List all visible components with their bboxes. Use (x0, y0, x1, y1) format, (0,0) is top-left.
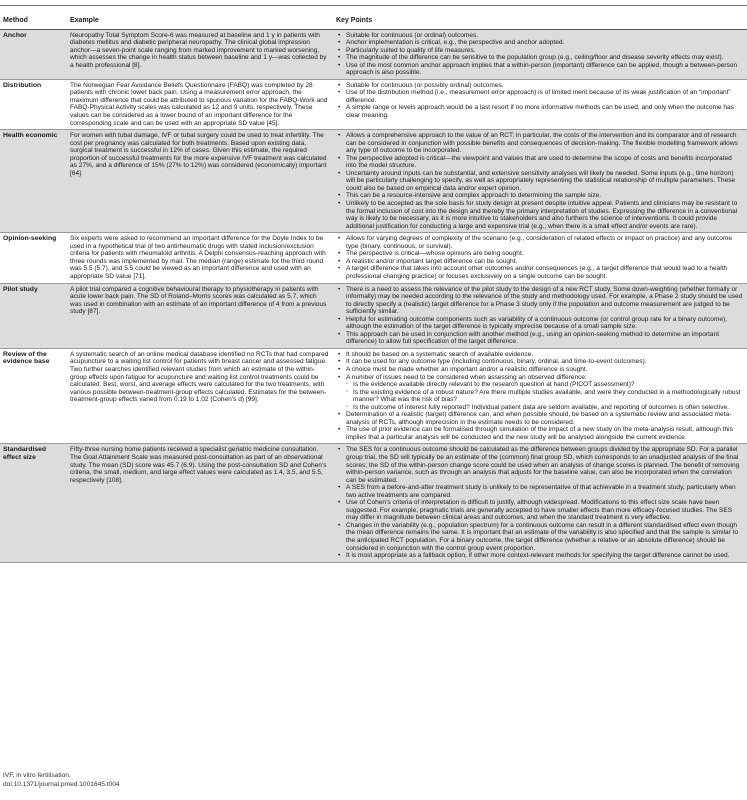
key-point: • The SES for a continuous outcome should be calculated as the difference between groups divided by the appropriate SD. For a parallel group trial, the SD will typically be an estimate of the (common) final group SD, which corresponds to an unadjusted analysis of the final scores; the SD of the within-person change score could be used when an analysis of change scores is planned. The benefit of removing within-person variance, such as through an analysis that adjusts for the baseline value, can also be incorporated when the correlation can be estimated. (336, 446, 744, 484)
method-cell: Anchor (0, 29, 67, 79)
key-points-list (336, 132, 744, 230)
key-point: • It can be used for any outcome type (including continuous, binary, ordinal, and time-to-event outcomes). (336, 358, 744, 366)
example-cell: A pilot trial compared a cognitive behavioural therapy to physiotherapy in patients with acute lower back pain. The SD of Roland–Morris scores was calculated as 5.7, which was used in combination with an estimate of an important difference of 4 from a previous study [87]. (67, 283, 333, 348)
table-header-row (0, 14, 747, 29)
key-point: • Helpful for estimating outcome components such as variability of a continuous outcome (or control group rate for a binary outcome), although the estimation of the target difference is typically imprecise because of a small sample size. (336, 316, 744, 331)
key-point: • A SES from a before-and-after treatment study is unlikely to be representative of that achievable in a treatment study, particularly when two active treatments are compared. (336, 484, 744, 499)
key-point: • There is a need to assess the relevance of the pilot study to the design of a new RCT study. Some down-weighting (whether formally or informally) may be needed according to the relevance of the study and methodology used. For example, a Phase 2 study should be used to directly specify a (realistic) target difference for a Phase 3 study only if the population and outcome measurement are judged to be sufficiently similar. (336, 286, 744, 316)
key-point: • Determination of a realistic (target) difference can, and when possible should, be based on a systematic review and associated meta-analysis of RCTs, although imprecision in the estimate needs to be considered. (336, 411, 744, 426)
key-points-list (336, 286, 744, 346)
key-point: • Anchor implementation is critical, e.g., the perspective and anchor adopted. (336, 39, 744, 47)
header-key-points: Key Points (333, 14, 747, 29)
key-points-cell (333, 444, 747, 562)
key-point: • Suitable for continuous (or ordinal) outcomes. (336, 32, 744, 40)
method-cell: Standardised effect size (0, 444, 67, 562)
key-points-list (336, 235, 744, 280)
key-point (336, 374, 744, 412)
sub-points-list (346, 381, 744, 411)
key-points-cell (333, 79, 747, 129)
key-point: • Use of Cohen’s criteria of interpretation is difficult to justify, although widespread. Modifications to this effect size scale have been suggested. For example, pragmatic trials are generally accepted to have smaller effects than more efficacy-focused studies. The SES may differ in magnitude between clinical areas and outcomes, and when the standard treatment is very effective. (336, 499, 744, 522)
key-point: • This can be a resource-intensive and complex approach to determining the sample size. (336, 192, 744, 200)
example-cell: Neuropathy Total Symptom Score-6 was measured at baseline and 1 y in patients with diabetes mellitus and diabetic peripheral neuropathy. The clinical global impression anchor—a seven-point scale ranging from marked improvement to marked worsening, which assesses the change in health status between baseline and 1 y—was collected by a health professional [8]. (67, 29, 333, 79)
header-example: Example (67, 14, 333, 29)
key-points-list (336, 32, 744, 77)
key-point: • This approach can be used in conjunction with another method (e.g., using an opinion-seeking method to determine an important difference) to allow full specification of the target difference. (336, 331, 744, 346)
key-point: • Use of the distribution method (i.e., measurement error approach) is of limited merit because of its weak justification of an “important” difference. (336, 89, 744, 104)
table-row-health-economic (0, 130, 747, 233)
example-cell: Fifty-three nursing home patients received a specialist geriatric medicine consultation. The Goal Attainment Scale was measured post-consultation as part of an observational study. The mean (SD) score was 45.7 (6.9). Using the post-consultation SD and Cohen’s criteria, the small, medium, and large effect values were calculated as 1.4, 3.5, and 5.5, respectively [108]. (67, 444, 333, 562)
method-cell: Distribution (0, 79, 67, 129)
key-point-text: A number of issues need to be considered when assessing an observed difference: (346, 373, 587, 381)
table-row-pilot-study (0, 283, 747, 348)
key-point: • Allows for varying degrees of complexity of the scenario (e.g., consideration of related effects or impact on practice) and any outcome type (binary, continuous, or survival). (336, 235, 744, 250)
footnote-abbreviation: IVF, in vitro fertilisation. (3, 772, 71, 779)
example-cell: For women with tubal damage, IVF or tubal surgery could be used to treat infertility. The cost per pregnancy was calculated for both treatments. Based upon existing data, surgical treatment is successful in 12% of cases. Given this estimate, the required proportion of successful treatments for the more expensive IVF treatment was calculated as 27%, and a difference of 15% (27% to 12%) was considered (economically) important [64]. (67, 130, 333, 233)
key-point: • It should be based on a systematic search of available evidence. (336, 351, 744, 359)
key-points-cell (333, 233, 747, 283)
key-point: • Use of the most common anchor approach implies that a within-person (important) difference can be applied, though a between-person approach is also possible. (336, 62, 744, 77)
key-points-list (336, 446, 744, 559)
key-point: • It is most appropriate as a fallback option, if other more context-relevant methods for specifying the target difference cannot be used. (336, 552, 744, 560)
method-cell: Review of the evidence base (0, 348, 67, 444)
key-point: • A realistic and/or important target difference can be sought. (336, 258, 744, 266)
table-row-standardised-effect-size (0, 444, 747, 562)
key-point: • Suitable for continuous (or possibly ordinal) outcomes. (336, 82, 744, 90)
key-point: • A target difference that takes into account other outcomes and/or consequences (e.g., a target difference that would lead to a health professional changing practice) or focuses exclusively on a single outcome can be sought. (336, 265, 744, 280)
example-cell: A systematic search of an online medical database identified no RCTs that had compared acupuncture to a waiting list control for patients with breast cancer and assessed fatigue. Two further searches identified relevant studies from which an estimate of the within-group effects upon fatigue for acupuncture and waiting list control treatments could be calculated. Best, worst, and average effects were calculated for the two treatments, with various possible between-treatment-group effects calculated. Estimates for the between-treatment-group effects varied from 0.19 to 1.02 (Cohen’s d) [99]. (67, 348, 333, 444)
example-cell: The Norwegian Fear Avoidance Beliefs Questionnaire (FABQ) was completed by 28 patients with chronic lower back pain. Using a measurement error approach, the maximum difference that could be attributed to spurious variation for the FABQ-Work and FABQ-Physical Activity scales was calculated as 12 and 9 units, respectively. These values can be considered as a lower bound of an important difference for the corresponding scale and can be used with an appropriate SD value [45]. (67, 79, 333, 129)
key-point: • The magnitude of the difference can be sensitive to the population group (e.g., ceiling/floor and disease severity effects may exist). (336, 54, 744, 62)
table-row-anchor (0, 29, 747, 79)
key-points-cell (333, 283, 747, 348)
sub-point: ◦ Is the outcome of interest fully reported? Individual patient data are seldom available, and reporting of outcomes is often selective. (346, 404, 744, 412)
method-cell: Pilot study (0, 283, 67, 348)
table-row-opinion-seeking (0, 233, 747, 283)
sub-point: ◦ Is the evidence available directly relevant to the research question at hand (PICOT assessment)? (346, 381, 744, 389)
header-method: Method (0, 14, 67, 29)
table-top-rule (0, 5, 747, 6)
key-points-list (336, 351, 744, 442)
key-points-list (336, 82, 744, 120)
key-point: • Uncertainty around inputs can be substantial, and extensive sensitivity analyses will likely be needed. Some inputs (e.g., time horizon) will be particularly challenging to specify, as well as appropriately representing the statistical relationship of multiple parameters. These could also be based on empirical data and/or expert opinion. (336, 170, 744, 193)
footnote-doi: doi:10.1371/journal.pmed.1001645.t004 (3, 781, 120, 788)
method-cell: Opinion-seeking (0, 233, 67, 283)
key-point: • Unlikely to be accepted as the sole basis for study design at present despite intuitive appeal. Patients and clinicians may be resistant to the formal inclusion of cost into the design and thereby the primary interpretation of studies. Expressing the difference in a conventional way is likely to be necessary, as it is more intuitive to stakeholders and also furthers the science of interventions. It could provide additional justification for conducting a large and expensive trial (e.g., when there is a small effect and/or events are rare). (336, 200, 744, 230)
sub-point: ◦ Is the existing evidence of a robust nature? Are there multiple studies available, and were they conducted in a methodologically robust manner? What was the risk of bias? (346, 389, 744, 404)
key-point: • The perspective is critical—whose opinions are being sought. (336, 250, 744, 258)
key-point: • A choice must be made whether an important and/or a realistic difference is sought. (336, 366, 744, 374)
table-row-distribution (0, 79, 747, 129)
key-point: • A simple range or levels approach would be a last resort if no more informative methods can be used, and only when the outcome has clear meaning. (336, 104, 744, 119)
key-points-cell (333, 29, 747, 79)
key-point: • The perspective adopted is critical—the viewpoint and values that are used to determine the scope of costs and benefits incorporated into the model structure. (336, 155, 744, 170)
key-points-cell (333, 130, 747, 233)
key-point: • Allows a comprehensive approach to the value of an RCT; in particular, the costs of the intervention and its comparator and of research can be considered in conjunction with possible benefits and consequences of decision-making. The flexible modelling framework allows any type of outcome to be incorporated. (336, 132, 744, 155)
key-point: • The use of prior evidence can be formalised through simulation of the impact of a new study on the meta-analysis result, although this implies that a particular analysis will be conducted and the new study will be analysed alongside the current evidence. (336, 426, 744, 441)
key-points-cell (333, 348, 747, 444)
example-cell: Six experts were asked to recommend an important difference for the Doyle Index to be used in a hypothetical trial of two antirheumatic drugs with stated inclusion/exclusion criteria for patients with rheumatoid arthritis. A Delphi consensus-reaching approach with three rounds was implemented by mail. The median (range) estimate for the third round was 5.5 (5.7), and 5.5 could be viewed as an important difference and used with an appropriate SD value [71]. (67, 233, 333, 283)
key-point: • Changes in the variability (e.g., population spectrum) for a continuous outcome can result in a different standardised effect even though the mean difference remains the same. It is important that an estimate of the variability is also specified and that the sample is similar to the anticipated RCT population. For a binary outcome, the target difference (whether a relative or an absolute difference) should be considered in conjunction with the control group event proportion. (336, 522, 744, 552)
table-row-review-evidence (0, 348, 747, 444)
methods-table (0, 14, 747, 563)
key-point: • Particularly suited to quality of life measures. (336, 47, 744, 55)
method-cell: Health economic (0, 130, 67, 233)
